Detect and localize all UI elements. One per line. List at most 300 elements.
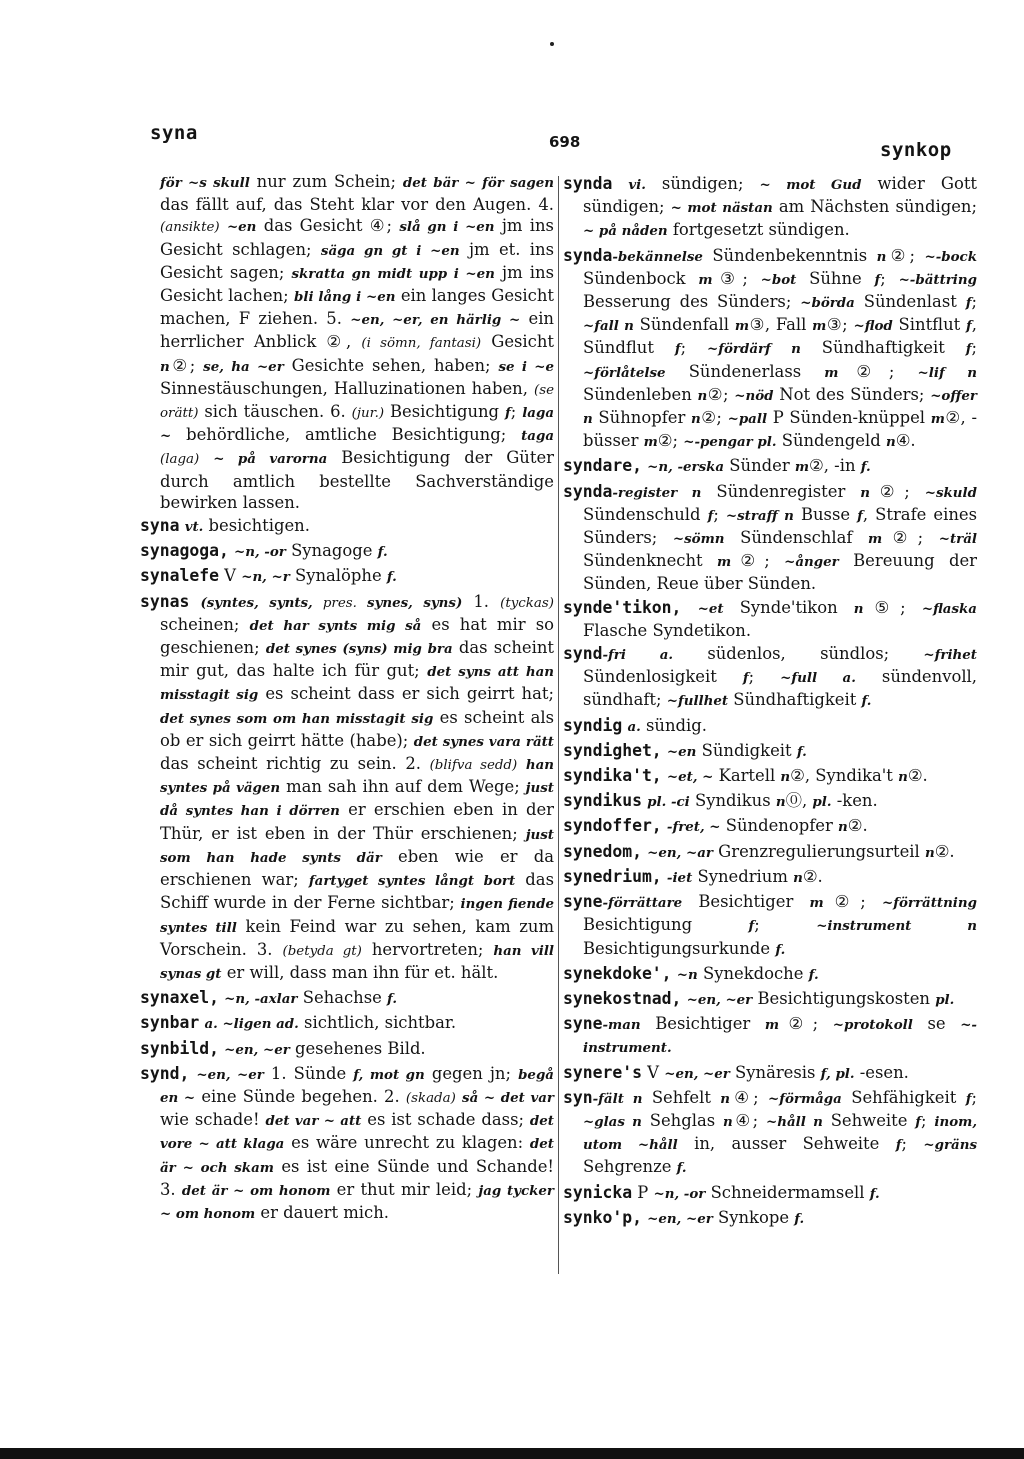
- swedish-phrase: n: [876, 248, 887, 265]
- swedish-phrase: just som han hade synts där: [160, 826, 554, 866]
- swedish-phrase: -bekännelse: [612, 248, 703, 265]
- entry-synaxel: [140, 987, 554, 1010]
- swedish-phrase: f, mot gn: [353, 1066, 425, 1083]
- swedish-phrase: ~skuld: [924, 484, 977, 501]
- entry-syne-man: [563, 1013, 977, 1059]
- german-text: P Sünden-knüppel: [767, 408, 931, 428]
- swedish-phrase: ~en, ~er, en härlig ~: [350, 312, 521, 329]
- swedish-phrase: skratta gn midt upp i ~en: [291, 265, 495, 282]
- german-text: Besichtigung der Güter durch amtlich bestellte Sachverständige bewirken lassen.: [160, 448, 554, 512]
- swedish-phrase: ~-bättring: [898, 271, 977, 288]
- headword: synd,: [140, 1063, 190, 1083]
- column-divider: [558, 176, 559, 1274]
- swedish-phrase: just då syntes han i dörren: [160, 780, 554, 820]
- swedish-phrase: ~frihet: [923, 647, 977, 664]
- headword: syndika't,: [563, 766, 662, 786]
- swedish-phrase: (syntes, synts,: [200, 594, 313, 611]
- headword: synko'p,: [563, 1207, 642, 1227]
- entry-synekostnad: [563, 988, 977, 1011]
- grammar-note: (skada): [405, 1090, 456, 1106]
- swedish-phrase: m: [794, 459, 810, 476]
- german-text: gegen jn;: [424, 1063, 519, 1083]
- swedish-phrase: ~en: [226, 219, 257, 236]
- german-text: ②;: [882, 528, 939, 548]
- german-text: jm et. ins Gesicht sagen;: [160, 239, 554, 282]
- swedish-phrase: m: [698, 271, 713, 288]
- german-text: Sühne: [796, 268, 875, 288]
- swedish-phrase: f.: [377, 544, 388, 561]
- swedish-phrase: ~glas n: [583, 1113, 642, 1130]
- german-text: ④;: [730, 1087, 768, 1107]
- german-text: ②.: [802, 866, 823, 886]
- german-text: eine Sünde begehen. 2.: [195, 1086, 406, 1106]
- german-text: [517, 754, 526, 773]
- headword: synalefe: [140, 566, 219, 586]
- swedish-phrase: ~straff n: [725, 507, 794, 524]
- swedish-phrase: vi.: [628, 177, 646, 193]
- swedish-phrase: ~-bock: [924, 248, 977, 265]
- swedish-phrase: n: [898, 769, 908, 786]
- german-text: ②;: [838, 361, 918, 381]
- headword: syndighet,: [563, 740, 662, 760]
- swedish-phrase: ingen fiende syntes till: [160, 896, 554, 936]
- german-text: [189, 592, 200, 611]
- swedish-phrase: ~förmåga: [767, 1090, 842, 1107]
- german-text: se: [912, 1014, 961, 1034]
- headword: synekostnad,: [563, 988, 682, 1008]
- german-text: er will, dass man ihn für et. hält.: [221, 962, 499, 982]
- swedish-phrase: säga gn gt i ~en: [320, 242, 460, 259]
- german-text: Besichtigung: [583, 915, 749, 935]
- german-text: sich täuschen. 6.: [198, 402, 352, 422]
- swedish-phrase: ~bot: [760, 271, 797, 288]
- german-text: Besichtiger: [640, 1014, 765, 1034]
- swedish-phrase: jag tycker ~ om honom: [160, 1182, 554, 1222]
- german-text: Syndikus: [689, 791, 776, 811]
- entry-synicka: [563, 1182, 977, 1205]
- german-text: , Sündflut: [583, 315, 978, 358]
- swedish-phrase: ~nöd: [734, 387, 774, 404]
- entry-syna-continuation: [140, 171, 554, 513]
- german-text: Synalöphe: [289, 566, 387, 586]
- german-text: Sündenlast: [854, 292, 966, 312]
- german-text: jm ins Gesicht schlagen;: [160, 216, 554, 259]
- swedish-phrase: ~träl: [938, 531, 977, 548]
- swedish-phrase: det har synts mig så: [249, 617, 422, 634]
- swedish-phrase: f: [674, 341, 681, 358]
- headword: synda: [563, 174, 613, 193]
- swedish-phrase: f: [915, 1113, 922, 1130]
- german-text: P: [632, 1182, 654, 1202]
- swedish-phrase: f: [742, 670, 749, 687]
- swedish-phrase: slå gn i ~en: [399, 219, 495, 236]
- swedish-phrase: ~ mot Gud: [759, 177, 862, 193]
- swedish-phrase: f.: [808, 966, 819, 983]
- german-text: Not des Sünders;: [773, 384, 931, 404]
- german-text: er erschien eben in der Thür, er ist eben in der Thür erschienen;: [160, 800, 554, 843]
- german-text: [612, 174, 628, 193]
- entry-syndikus: [563, 790, 977, 813]
- entry-syne-forrattare: [563, 891, 977, 961]
- swedish-phrase: det vore ~ att klaga: [160, 1113, 554, 1153]
- swedish-phrase: ~n, ~r: [241, 569, 290, 586]
- german-text: südenlos, sündlos;: [673, 644, 924, 664]
- headword: synd: [563, 644, 603, 664]
- entry-synda-register: [563, 481, 977, 595]
- swedish-phrase: så ~ det var: [462, 1089, 554, 1106]
- german-text: er dauert mich.: [255, 1202, 389, 1222]
- german-text: ein langes Gesicht machen, F ziehen. 5.: [160, 286, 554, 329]
- german-text: ;: [901, 1134, 924, 1154]
- german-text: am Nächsten sündigen;: [772, 197, 977, 217]
- german-text: Sehachse: [297, 988, 388, 1008]
- swedish-phrase: han syntes på vägen: [160, 757, 554, 797]
- headword: syndoffer,: [563, 816, 662, 836]
- swedish-phrase: n: [853, 600, 864, 617]
- german-text: V: [218, 566, 242, 586]
- headword: syndikus: [563, 791, 642, 811]
- german-text: Sündhaftigkeit: [728, 690, 862, 710]
- entry-syndighet: [563, 740, 977, 763]
- headword: synas: [140, 591, 190, 611]
- german-text: ②;: [707, 384, 735, 404]
- swedish-phrase: ~en, ~er: [196, 1066, 264, 1083]
- grammar-note: (se orätt): [160, 382, 554, 422]
- swedish-phrase: m: [764, 1017, 780, 1034]
- swedish-phrase: ~instrument n: [816, 918, 977, 935]
- german-text: ③;: [826, 315, 854, 335]
- german-text: Sehweite: [822, 1110, 916, 1130]
- entry-synedrium: [563, 866, 977, 889]
- swedish-phrase: n: [793, 869, 803, 886]
- german-text: es hat mir so geschienen;: [160, 614, 554, 658]
- swedish-phrase: n: [924, 844, 935, 861]
- german-text: ;: [880, 268, 899, 288]
- swedish-phrase: f.: [794, 1210, 805, 1227]
- swedish-phrase: f: [857, 507, 863, 524]
- swedish-phrase: f, pl.: [820, 1065, 855, 1082]
- german-text: [220, 216, 227, 235]
- german-text: Sintflut: [892, 315, 967, 335]
- german-text: Besichtigung: [384, 402, 505, 422]
- swedish-phrase: ~fall n: [583, 318, 634, 335]
- german-text: ②.: [847, 816, 868, 836]
- german-text: Schneidermamsell: [705, 1182, 870, 1202]
- headword: synda: [563, 245, 613, 265]
- swedish-phrase: -förrättare: [602, 895, 683, 912]
- swedish-phrase: -man: [602, 1017, 641, 1034]
- swedish-phrase: f: [874, 271, 881, 288]
- german-text: ②;: [886, 245, 925, 265]
- grammar-note: (ansikte): [160, 220, 220, 236]
- swedish-phrase: ~en: [666, 743, 697, 760]
- entry-synekdoke: [563, 963, 977, 986]
- right-column: [563, 173, 977, 1232]
- print-speck: [550, 42, 554, 46]
- swedish-phrase: han vill synas gt: [160, 942, 555, 982]
- grammar-note: (jur.): [351, 406, 385, 422]
- swedish-phrase: ~n, -erska: [647, 459, 725, 476]
- swedish-phrase: -fält n: [592, 1090, 643, 1107]
- swedish-phrase: f: [707, 507, 714, 524]
- swedish-phrase: ~en, ~er: [664, 1065, 730, 1082]
- swedish-phrase: det var ~ att: [265, 1113, 362, 1130]
- swedish-phrase: m: [809, 895, 824, 912]
- german-text: ;: [971, 338, 977, 358]
- german-text: ③;: [712, 268, 761, 288]
- headword: syndare,: [563, 456, 642, 476]
- swedish-phrase: n: [838, 819, 848, 836]
- swedish-phrase: ~full a.: [780, 670, 856, 687]
- swedish-phrase: f: [748, 918, 755, 935]
- swedish-phrase: ~börda: [800, 295, 855, 312]
- entry-synas: [140, 591, 554, 985]
- swedish-phrase: a. ~ligen ad.: [204, 1016, 299, 1033]
- german-text: sündig.: [640, 715, 707, 735]
- german-text: ②;: [657, 431, 684, 451]
- headword: syn: [563, 1087, 593, 1107]
- swedish-phrase: ~ på varorna: [213, 451, 328, 468]
- german-text: ⓪,: [785, 791, 813, 811]
- entry-synbar: [140, 1012, 554, 1035]
- header-left-guideword: syna: [150, 122, 198, 144]
- german-text: Sündenschuld: [583, 504, 708, 524]
- swedish-phrase: m: [643, 434, 658, 451]
- german-text: das Gesicht ④;: [256, 216, 400, 236]
- german-text: Sinnestäuschungen, Halluzinationen haben,: [160, 378, 534, 398]
- swedish-phrase: -iet: [666, 869, 693, 886]
- entry-syna-verb: [140, 515, 554, 538]
- swedish-phrase: ~lif n: [917, 364, 977, 381]
- german-text: fortgesetzt sündigen.: [667, 220, 850, 240]
- german-text: sündigen;: [645, 174, 760, 193]
- entry-syndare: [563, 455, 977, 478]
- swedish-phrase: inom, utom ~håll: [583, 1113, 977, 1154]
- swedish-phrase: ~flaska: [921, 600, 977, 617]
- swedish-phrase: ~offer n: [583, 387, 977, 428]
- german-text: ②;: [823, 892, 882, 912]
- swedish-phrase: ~n, -or: [653, 1185, 706, 1202]
- swedish-phrase: f.: [860, 459, 871, 476]
- swedish-phrase: ~ mot nästan: [670, 200, 773, 217]
- german-text: Sehfähigkeit: [841, 1087, 966, 1107]
- german-text: ②;: [731, 551, 785, 571]
- swedish-phrase: ~flod: [853, 318, 893, 335]
- swedish-phrase: f: [504, 405, 511, 422]
- swedish-phrase: ~förlåtelse: [583, 364, 666, 381]
- swedish-phrase: det synes vara rätt: [413, 733, 554, 750]
- swedish-phrase: synes, syns): [367, 594, 463, 611]
- german-text: Besichtiger: [682, 892, 810, 912]
- german-text: scheinen;: [160, 614, 250, 634]
- headword: synekdoke',: [563, 963, 672, 983]
- grammar-note: pres.: [312, 595, 368, 611]
- german-text: es scheint als ob er sich geirrt hätte (habe);: [160, 707, 555, 750]
- swedish-phrase: begå en ~: [160, 1066, 554, 1106]
- german-text: Flasche Syndetikon.: [583, 620, 752, 640]
- swedish-phrase: ~n, -axlar: [224, 991, 298, 1008]
- german-text: Synde'tikon: [723, 597, 854, 617]
- swedish-phrase: ~fördärf n: [707, 341, 801, 358]
- german-text: es wäre unrecht zu klagen:: [284, 1133, 530, 1153]
- headword: synicka: [563, 1182, 633, 1202]
- swedish-phrase: det synes som om han misstagit sig: [160, 710, 434, 727]
- left-column: [140, 171, 554, 1227]
- swedish-phrase: ~n: [676, 966, 698, 983]
- german-text: ④;: [732, 1110, 767, 1130]
- swedish-phrase: taga: [521, 428, 554, 445]
- german-text: sichtlich, sichtbar.: [298, 1013, 457, 1033]
- german-text: ②;: [169, 355, 204, 375]
- german-text: es ist eine Sünde und Schande! 3.: [160, 1156, 554, 1199]
- german-text: [199, 448, 213, 467]
- german-text: Busse: [793, 504, 858, 524]
- swedish-phrase: m: [868, 531, 883, 548]
- swedish-phrase: ~-instrument.: [583, 1017, 977, 1057]
- swedish-phrase: ~ på nåden: [583, 223, 668, 240]
- german-text: jm ins Gesicht lachen;: [160, 262, 554, 306]
- swedish-phrase: n: [160, 358, 170, 375]
- german-text: ③, Fall: [748, 315, 813, 335]
- headword: syne: [563, 892, 603, 912]
- german-text: V: [641, 1062, 665, 1082]
- german-text: Sündenleben: [583, 384, 698, 404]
- german-text: Sündigkeit: [696, 740, 797, 760]
- german-text: es scheint dass er sich geirrt hat;: [258, 684, 554, 704]
- swedish-phrase: ~et, ~: [666, 769, 714, 786]
- swedish-phrase: f.: [861, 693, 872, 710]
- german-text: ;: [754, 915, 817, 935]
- german-text: ②;: [700, 408, 728, 428]
- german-text: Sündenopfer: [720, 816, 839, 836]
- headword: synbar: [140, 1013, 200, 1033]
- german-text: ;: [748, 667, 781, 687]
- headword: syna: [140, 516, 180, 536]
- headword: synda: [563, 481, 613, 501]
- headword: syndig: [563, 715, 623, 735]
- swedish-phrase: bli lång i ~en: [294, 289, 396, 306]
- swedish-phrase: pl. -ci: [647, 794, 690, 811]
- swedish-phrase: f: [965, 295, 972, 312]
- swedish-phrase: n: [722, 1113, 733, 1130]
- german-text: er thut mir leid;: [330, 1179, 479, 1199]
- entry-synere-s: [563, 1062, 977, 1085]
- german-text: wider Gott sündigen;: [583, 174, 977, 217]
- german-text: Sündengeld: [776, 431, 886, 451]
- scan-edge-bar: [0, 1448, 1024, 1459]
- swedish-phrase: m: [812, 318, 827, 335]
- swedish-phrase: f: [965, 341, 972, 358]
- german-text: -esen.: [854, 1062, 909, 1082]
- swedish-phrase: f: [895, 1137, 902, 1154]
- swedish-phrase: f: [966, 318, 972, 335]
- german-text: ②, Syndika't: [790, 766, 899, 786]
- german-text: Sehfelt: [642, 1087, 721, 1107]
- swedish-phrase: ~ånger: [784, 554, 839, 571]
- swedish-phrase: ~n, -or: [234, 544, 286, 561]
- german-text: Bereuung der Sünden, Reue über Sünden.: [583, 551, 977, 594]
- swedish-phrase: pl.: [935, 991, 955, 1008]
- grammar-note: (laga): [160, 452, 200, 468]
- german-text: Sündenerlass: [665, 361, 825, 381]
- swedish-phrase: för ~s skull: [160, 175, 250, 191]
- swedish-phrase: det syns att han misstagit sig: [160, 664, 555, 704]
- swedish-phrase: f.: [387, 991, 397, 1008]
- swedish-phrase: n: [720, 1090, 731, 1107]
- german-text: Sehgrenze: [583, 1157, 677, 1177]
- german-text: das Schiff wurde in der Ferne sichtbar;: [160, 870, 554, 913]
- swedish-phrase: f.: [386, 569, 397, 586]
- swedish-phrase: m: [734, 318, 749, 335]
- entry-synkop: [563, 1207, 977, 1230]
- swedish-phrase: det bär ~ för sagen: [402, 175, 554, 191]
- german-text: ②, -büsser: [583, 408, 977, 451]
- entry-synda: [563, 173, 977, 243]
- german-text: Gesichte sehen, haben;: [283, 355, 499, 375]
- german-text: Sühnopfer: [592, 408, 691, 428]
- german-text: ;: [971, 292, 977, 312]
- swedish-phrase: ~förrättning: [882, 895, 977, 912]
- german-text: Besichtigungsurkunde: [583, 938, 776, 958]
- swedish-phrase: f.: [869, 1185, 880, 1202]
- headword: syne: [563, 1014, 603, 1034]
- entry-syndikat: [563, 765, 977, 788]
- entry-synalefe: [140, 565, 554, 588]
- german-text: hervortreten;: [361, 939, 494, 959]
- grammar-note: (tyckas): [500, 595, 554, 611]
- swedish-phrase: n: [860, 484, 871, 501]
- german-text: ②;: [779, 1014, 833, 1034]
- german-text: ②.: [907, 766, 928, 786]
- headword: synagoga,: [140, 541, 229, 561]
- swedish-phrase: ~håll n: [766, 1113, 823, 1130]
- german-text: wie schade!: [160, 1110, 266, 1130]
- german-text: Sündenbekenntnis: [702, 245, 877, 265]
- german-text: ②.: [934, 841, 955, 861]
- german-text: man sah ihn auf dem Wege;: [280, 777, 526, 797]
- german-text: [681, 598, 697, 617]
- swedish-phrase: pl.: [812, 794, 832, 811]
- entry-synd: [140, 1063, 554, 1225]
- swedish-phrase: n: [690, 411, 701, 428]
- swedish-phrase: f.: [775, 941, 786, 958]
- german-text: das fällt auf, das Steht klar vor den Augen. 4.: [160, 195, 554, 215]
- german-text: behördliche, amtliche Besichtigung;: [171, 425, 522, 445]
- swedish-phrase: n: [885, 434, 896, 451]
- german-text: Sünder: [724, 456, 795, 476]
- german-text: ein herrlicher Anblick ②,: [160, 309, 554, 352]
- german-text: Besserung des Sünders;: [583, 292, 801, 312]
- grammar-note: (betyda gt): [282, 943, 362, 959]
- swedish-phrase: laga ~: [160, 405, 555, 445]
- swedish-phrase: det är ~ och skam: [160, 1136, 554, 1176]
- swedish-phrase: ~en, ~er: [224, 1041, 290, 1058]
- german-text: 1. Sünde: [263, 1063, 354, 1083]
- german-text: Kartell: [713, 766, 781, 786]
- entry-synda-bekannelse: [563, 245, 977, 454]
- german-text: , Strafe eines Sünders;: [583, 504, 977, 548]
- german-text: gesehenes Bild.: [289, 1038, 426, 1058]
- german-text: ②;: [870, 481, 925, 501]
- swedish-phrase: ~pall: [727, 411, 768, 428]
- german-text: das scheint richtig zu sein. 2.: [160, 754, 430, 774]
- entry-syndetikon: [563, 597, 977, 641]
- entry-syn-falt: [563, 1087, 977, 1180]
- swedish-phrase: f.: [676, 1160, 687, 1177]
- german-text: Synkope: [712, 1207, 795, 1227]
- german-text: Gesicht: [481, 332, 554, 352]
- german-text: Synagoge: [285, 541, 378, 561]
